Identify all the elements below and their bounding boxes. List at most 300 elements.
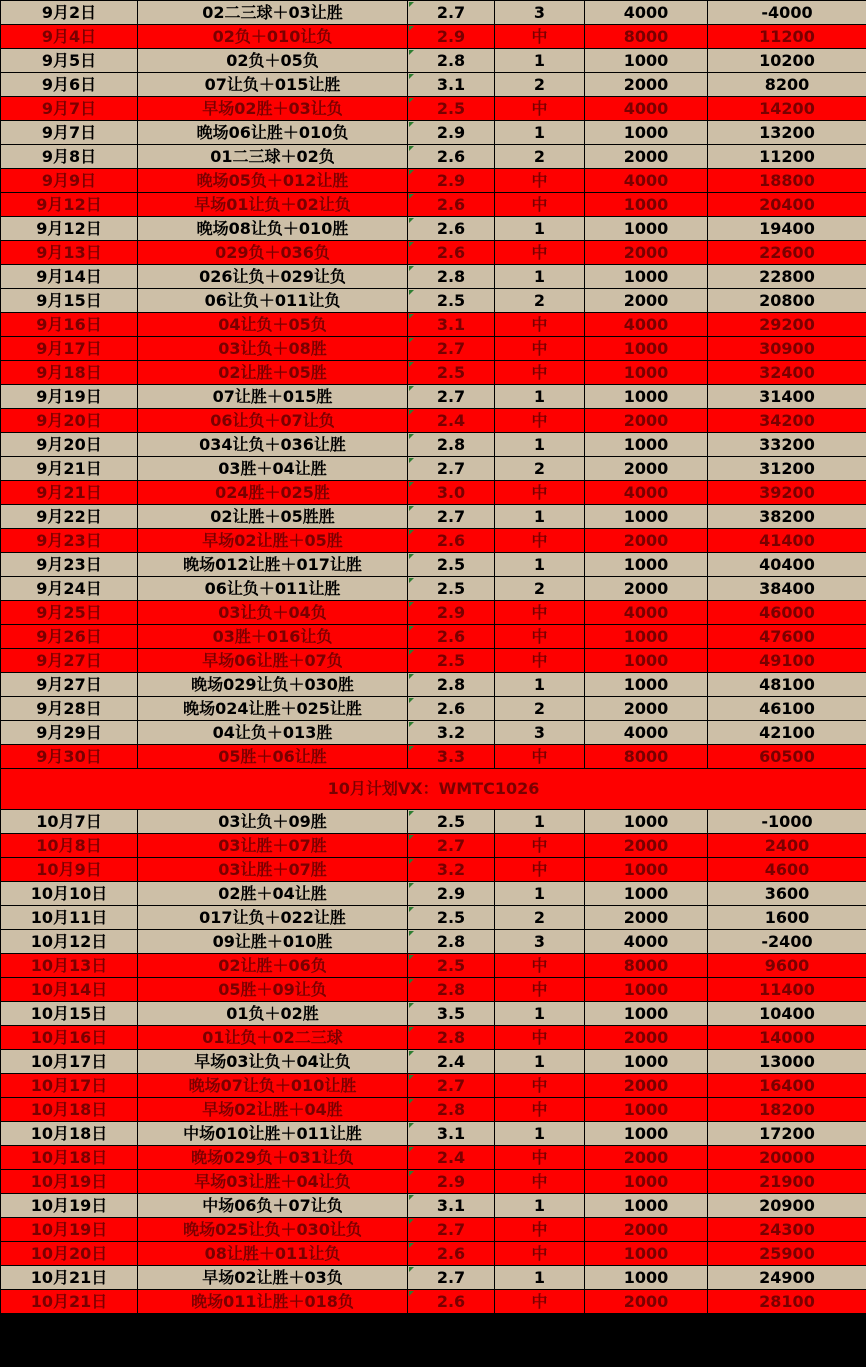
stake-cell: 1000 bbox=[585, 1098, 708, 1122]
stake-cell: 1000 bbox=[585, 49, 708, 73]
date-cell: 9月20日 bbox=[1, 433, 138, 457]
stake-cell: 2000 bbox=[585, 457, 708, 481]
pick-cell: 早场03让胜＋04让负 bbox=[138, 1170, 408, 1194]
balance-cell: 31400 bbox=[708, 385, 866, 409]
stake-cell: 2000 bbox=[585, 409, 708, 433]
balance-cell: 47600 bbox=[708, 625, 866, 649]
date-cell: 10月18日 bbox=[1, 1146, 138, 1170]
pick-cell: 03让负＋04负 bbox=[138, 601, 408, 625]
table-row bbox=[1, 97, 866, 121]
stake-cell: 2000 bbox=[585, 73, 708, 97]
odds-cell: 2.6 bbox=[408, 217, 495, 241]
balance-cell: 22600 bbox=[708, 241, 866, 265]
pick-cell: 晚场012让胜＋017让胜 bbox=[138, 553, 408, 577]
pick-cell: 晚场08让负＋010胜 bbox=[138, 217, 408, 241]
table-row bbox=[1, 169, 866, 193]
table-row bbox=[1, 433, 866, 457]
balance-cell: 34200 bbox=[708, 409, 866, 433]
date-cell: 9月21日 bbox=[1, 457, 138, 481]
odds-cell: 2.5 bbox=[408, 361, 495, 385]
table-row bbox=[1, 906, 866, 930]
section-header bbox=[1, 769, 866, 810]
balance-cell: 25900 bbox=[708, 1242, 866, 1266]
result-cell: 中 bbox=[495, 409, 585, 433]
pick-cell: 07让负＋015让胜 bbox=[138, 73, 408, 97]
pick-cell: 02让胜＋05胜 bbox=[138, 361, 408, 385]
result-cell: 中 bbox=[495, 337, 585, 361]
result-cell: 中 bbox=[495, 241, 585, 265]
pick-cell: 02胜＋04让胜 bbox=[138, 882, 408, 906]
balance-cell: -2400 bbox=[708, 930, 866, 954]
table-row bbox=[1, 1, 866, 25]
odds-cell: 2.5 bbox=[408, 810, 495, 834]
stake-cell: 2000 bbox=[585, 145, 708, 169]
balance-cell: 30900 bbox=[708, 337, 866, 361]
odds-cell: 2.4 bbox=[408, 1050, 495, 1074]
result-cell: 1 bbox=[495, 505, 585, 529]
result-cell: 中 bbox=[495, 978, 585, 1002]
table-row bbox=[1, 1146, 866, 1170]
date-cell: 9月6日 bbox=[1, 73, 138, 97]
result-cell: 中 bbox=[495, 1098, 585, 1122]
pick-cell: 05胜＋09让负 bbox=[138, 978, 408, 1002]
odds-cell: 2.4 bbox=[408, 409, 495, 433]
date-cell: 9月19日 bbox=[1, 385, 138, 409]
pick-cell: 026让负＋029让负 bbox=[138, 265, 408, 289]
result-cell: 中 bbox=[495, 1290, 585, 1314]
table-row bbox=[1, 1002, 866, 1026]
odds-cell: 2.6 bbox=[408, 193, 495, 217]
result-cell: 1 bbox=[495, 1266, 585, 1290]
balance-cell: 24300 bbox=[708, 1218, 866, 1242]
date-cell: 10月10日 bbox=[1, 882, 138, 906]
balance-cell: 11400 bbox=[708, 978, 866, 1002]
date-cell: 9月13日 bbox=[1, 241, 138, 265]
result-cell: 中 bbox=[495, 193, 585, 217]
date-cell: 9月9日 bbox=[1, 169, 138, 193]
table-row bbox=[1, 25, 866, 49]
date-cell: 9月25日 bbox=[1, 601, 138, 625]
balance-cell: 24900 bbox=[708, 1266, 866, 1290]
odds-cell: 2.9 bbox=[408, 169, 495, 193]
stake-cell: 8000 bbox=[585, 25, 708, 49]
result-cell: 2 bbox=[495, 697, 585, 721]
result-cell: 中 bbox=[495, 169, 585, 193]
table-row bbox=[1, 577, 866, 601]
odds-cell: 2.6 bbox=[408, 625, 495, 649]
odds-cell: 2.9 bbox=[408, 121, 495, 145]
balance-cell: 49100 bbox=[708, 649, 866, 673]
date-cell: 10月17日 bbox=[1, 1050, 138, 1074]
date-cell: 9月23日 bbox=[1, 553, 138, 577]
pick-cell: 晚场011让胜＋018负 bbox=[138, 1290, 408, 1314]
table-row bbox=[1, 978, 866, 1002]
balance-cell: 19400 bbox=[708, 217, 866, 241]
balance-cell: 20900 bbox=[708, 1194, 866, 1218]
odds-cell: 3.1 bbox=[408, 313, 495, 337]
balance-cell: 20400 bbox=[708, 193, 866, 217]
result-cell: 3 bbox=[495, 930, 585, 954]
table-row bbox=[1, 265, 866, 289]
pick-cell: 02让胜＋05胜胜 bbox=[138, 505, 408, 529]
result-cell: 中 bbox=[495, 1242, 585, 1266]
balance-cell: 16400 bbox=[708, 1074, 866, 1098]
table-row bbox=[1, 882, 866, 906]
pick-cell: 02负＋010让负 bbox=[138, 25, 408, 49]
stake-cell: 4000 bbox=[585, 601, 708, 625]
date-cell: 9月29日 bbox=[1, 721, 138, 745]
odds-cell: 2.9 bbox=[408, 882, 495, 906]
date-cell: 10月21日 bbox=[1, 1266, 138, 1290]
date-cell: 10月16日 bbox=[1, 1026, 138, 1050]
odds-cell: 2.5 bbox=[408, 553, 495, 577]
stake-cell: 2000 bbox=[585, 577, 708, 601]
table-row bbox=[1, 553, 866, 577]
date-cell: 9月18日 bbox=[1, 361, 138, 385]
date-cell: 10月20日 bbox=[1, 1242, 138, 1266]
odds-cell: 2.8 bbox=[408, 930, 495, 954]
table-row bbox=[1, 1290, 866, 1314]
stake-cell: 2000 bbox=[585, 529, 708, 553]
table-row bbox=[1, 1242, 866, 1266]
balance-cell: 9600 bbox=[708, 954, 866, 978]
table-row bbox=[1, 217, 866, 241]
table-row bbox=[1, 834, 866, 858]
result-cell: 1 bbox=[495, 673, 585, 697]
balance-cell: 60500 bbox=[708, 745, 866, 769]
result-cell: 2 bbox=[495, 145, 585, 169]
result-cell: 中 bbox=[495, 1170, 585, 1194]
date-cell: 9月15日 bbox=[1, 289, 138, 313]
result-cell: 1 bbox=[495, 265, 585, 289]
stake-cell: 1000 bbox=[585, 121, 708, 145]
stake-cell: 1000 bbox=[585, 337, 708, 361]
stake-cell: 2000 bbox=[585, 1074, 708, 1098]
table-row bbox=[1, 505, 866, 529]
table-row bbox=[1, 1170, 866, 1194]
stake-cell: 2000 bbox=[585, 1290, 708, 1314]
odds-cell: 2.8 bbox=[408, 49, 495, 73]
balance-cell: 48100 bbox=[708, 673, 866, 697]
pick-cell: 早场02让胜＋05胜 bbox=[138, 529, 408, 553]
odds-cell: 3.1 bbox=[408, 73, 495, 97]
odds-cell: 2.7 bbox=[408, 457, 495, 481]
balance-cell: 14000 bbox=[708, 1026, 866, 1050]
pick-cell: 06让负＋011让负 bbox=[138, 289, 408, 313]
date-cell: 10月11日 bbox=[1, 906, 138, 930]
stake-cell: 1000 bbox=[585, 625, 708, 649]
balance-cell: 39200 bbox=[708, 481, 866, 505]
balance-cell: -4000 bbox=[708, 1, 866, 25]
plan-header-row bbox=[1, 769, 866, 810]
result-cell: 中 bbox=[495, 601, 585, 625]
table-row bbox=[1, 313, 866, 337]
table-row bbox=[1, 930, 866, 954]
odds-cell: 3.3 bbox=[408, 745, 495, 769]
table-row bbox=[1, 529, 866, 553]
pick-cell: 06让负＋011让胜 bbox=[138, 577, 408, 601]
stake-cell: 4000 bbox=[585, 169, 708, 193]
pick-cell: 05胜＋06让胜 bbox=[138, 745, 408, 769]
stake-cell: 1000 bbox=[585, 361, 708, 385]
balance-cell: 17200 bbox=[708, 1122, 866, 1146]
stake-cell: 4000 bbox=[585, 481, 708, 505]
balance-cell: 13200 bbox=[708, 121, 866, 145]
pick-cell: 晚场024让胜＋025让胜 bbox=[138, 697, 408, 721]
stake-cell: 1000 bbox=[585, 433, 708, 457]
odds-cell: 2.8 bbox=[408, 433, 495, 457]
stake-cell: 2000 bbox=[585, 834, 708, 858]
odds-cell: 2.5 bbox=[408, 577, 495, 601]
result-cell: 中 bbox=[495, 649, 585, 673]
stake-cell: 1000 bbox=[585, 882, 708, 906]
pick-cell: 017让负＋022让胜 bbox=[138, 906, 408, 930]
balance-cell: 10200 bbox=[708, 49, 866, 73]
stake-cell: 2000 bbox=[585, 289, 708, 313]
odds-cell: 2.9 bbox=[408, 1170, 495, 1194]
stake-cell: 1000 bbox=[585, 858, 708, 882]
date-cell: 9月7日 bbox=[1, 121, 138, 145]
pick-cell: 03让负＋09胜 bbox=[138, 810, 408, 834]
odds-cell: 2.8 bbox=[408, 1026, 495, 1050]
table-row bbox=[1, 121, 866, 145]
plan-header: 10月计划VX：WMTC1026 bbox=[1, 769, 866, 810]
date-cell: 10月19日 bbox=[1, 1170, 138, 1194]
date-cell: 10月13日 bbox=[1, 954, 138, 978]
odds-cell: 2.7 bbox=[408, 505, 495, 529]
result-cell: 中 bbox=[495, 313, 585, 337]
table-row bbox=[1, 1266, 866, 1290]
date-cell: 10月14日 bbox=[1, 978, 138, 1002]
result-cell: 3 bbox=[495, 1, 585, 25]
balance-cell: -1000 bbox=[708, 810, 866, 834]
date-cell: 9月24日 bbox=[1, 577, 138, 601]
pick-cell: 03胜＋04让胜 bbox=[138, 457, 408, 481]
table-row bbox=[1, 954, 866, 978]
balance-cell: 13000 bbox=[708, 1050, 866, 1074]
table-row bbox=[1, 1098, 866, 1122]
table-row bbox=[1, 721, 866, 745]
table-row bbox=[1, 1074, 866, 1098]
date-cell: 9月26日 bbox=[1, 625, 138, 649]
table-row bbox=[1, 73, 866, 97]
odds-cell: 2.8 bbox=[408, 1098, 495, 1122]
stake-cell: 1000 bbox=[585, 1050, 708, 1074]
table-row bbox=[1, 1026, 866, 1050]
odds-cell: 2.7 bbox=[408, 1074, 495, 1098]
odds-cell: 2.6 bbox=[408, 529, 495, 553]
stake-cell: 2000 bbox=[585, 1218, 708, 1242]
odds-cell: 3.1 bbox=[408, 1122, 495, 1146]
balance-cell: 42100 bbox=[708, 721, 866, 745]
result-cell: 2 bbox=[495, 457, 585, 481]
stake-cell: 4000 bbox=[585, 313, 708, 337]
pick-cell: 早场06让胜＋07负 bbox=[138, 649, 408, 673]
stake-cell: 1000 bbox=[585, 978, 708, 1002]
date-cell: 9月12日 bbox=[1, 217, 138, 241]
odds-cell: 2.7 bbox=[408, 1266, 495, 1290]
stake-cell: 1000 bbox=[585, 385, 708, 409]
balance-cell: 18800 bbox=[708, 169, 866, 193]
pick-cell: 02让胜＋06负 bbox=[138, 954, 408, 978]
stake-cell: 8000 bbox=[585, 745, 708, 769]
odds-cell: 2.7 bbox=[408, 385, 495, 409]
stake-cell: 2000 bbox=[585, 1026, 708, 1050]
odds-cell: 2.8 bbox=[408, 673, 495, 697]
date-cell: 9月17日 bbox=[1, 337, 138, 361]
pick-cell: 晚场025让负＋030让负 bbox=[138, 1218, 408, 1242]
table-row bbox=[1, 1218, 866, 1242]
date-cell: 9月28日 bbox=[1, 697, 138, 721]
pick-cell: 早场02让胜＋04胜 bbox=[138, 1098, 408, 1122]
result-cell: 中 bbox=[495, 481, 585, 505]
result-cell: 中 bbox=[495, 25, 585, 49]
pick-cell: 早场01让负＋02让负 bbox=[138, 193, 408, 217]
balance-cell: 10400 bbox=[708, 1002, 866, 1026]
table-row bbox=[1, 858, 866, 882]
pick-cell: 03让胜＋07胜 bbox=[138, 858, 408, 882]
date-cell: 10月15日 bbox=[1, 1002, 138, 1026]
balance-cell: 38400 bbox=[708, 577, 866, 601]
result-cell: 1 bbox=[495, 810, 585, 834]
result-cell: 中 bbox=[495, 1026, 585, 1050]
pick-cell: 06让负＋07让负 bbox=[138, 409, 408, 433]
result-cell: 中 bbox=[495, 361, 585, 385]
balance-cell: 3600 bbox=[708, 882, 866, 906]
odds-cell: 3.5 bbox=[408, 1002, 495, 1026]
stake-cell: 2000 bbox=[585, 241, 708, 265]
odds-cell: 2.6 bbox=[408, 145, 495, 169]
stake-cell: 1000 bbox=[585, 1266, 708, 1290]
date-cell: 9月21日 bbox=[1, 481, 138, 505]
pick-cell: 02负＋05负 bbox=[138, 49, 408, 73]
pick-cell: 03让负＋08胜 bbox=[138, 337, 408, 361]
stake-cell: 8000 bbox=[585, 954, 708, 978]
table-row bbox=[1, 810, 866, 834]
result-cell: 1 bbox=[495, 121, 585, 145]
result-cell: 2 bbox=[495, 73, 585, 97]
pick-cell: 02二三球＋03让胜 bbox=[138, 1, 408, 25]
stake-cell: 4000 bbox=[585, 1, 708, 25]
balance-cell: 2400 bbox=[708, 834, 866, 858]
stake-cell: 4000 bbox=[585, 721, 708, 745]
date-cell: 10月19日 bbox=[1, 1194, 138, 1218]
result-cell: 中 bbox=[495, 1074, 585, 1098]
pick-cell: 04让负＋013胜 bbox=[138, 721, 408, 745]
result-cell: 3 bbox=[495, 721, 585, 745]
stake-cell: 1000 bbox=[585, 810, 708, 834]
result-cell: 中 bbox=[495, 1218, 585, 1242]
pick-cell: 04让负＋05负 bbox=[138, 313, 408, 337]
balance-cell: 38200 bbox=[708, 505, 866, 529]
table-row bbox=[1, 697, 866, 721]
table-row bbox=[1, 409, 866, 433]
date-cell: 10月17日 bbox=[1, 1074, 138, 1098]
odds-cell: 2.5 bbox=[408, 954, 495, 978]
result-cell: 1 bbox=[495, 1122, 585, 1146]
odds-cell: 2.7 bbox=[408, 834, 495, 858]
table-row bbox=[1, 1122, 866, 1146]
date-cell: 9月14日 bbox=[1, 265, 138, 289]
table-row bbox=[1, 1050, 866, 1074]
stake-cell: 1000 bbox=[585, 649, 708, 673]
date-cell: 9月23日 bbox=[1, 529, 138, 553]
date-cell: 9月20日 bbox=[1, 409, 138, 433]
odds-cell: 3.1 bbox=[408, 1194, 495, 1218]
date-cell: 10月9日 bbox=[1, 858, 138, 882]
date-cell: 9月4日 bbox=[1, 25, 138, 49]
table-row bbox=[1, 49, 866, 73]
pick-cell: 晚场05负＋012让胜 bbox=[138, 169, 408, 193]
pick-cell: 01让负＋02二三球 bbox=[138, 1026, 408, 1050]
pick-cell: 08让胜＋011让负 bbox=[138, 1242, 408, 1266]
stake-cell: 4000 bbox=[585, 97, 708, 121]
result-cell: 1 bbox=[495, 1002, 585, 1026]
table-row bbox=[1, 289, 866, 313]
section-october bbox=[1, 810, 866, 1314]
result-cell: 1 bbox=[495, 385, 585, 409]
pick-cell: 01负＋02胜 bbox=[138, 1002, 408, 1026]
pick-cell: 07让胜＋015胜 bbox=[138, 385, 408, 409]
pick-cell: 晚场029负＋031让负 bbox=[138, 1146, 408, 1170]
stake-cell: 1000 bbox=[585, 1122, 708, 1146]
result-cell: 1 bbox=[495, 1194, 585, 1218]
table-row bbox=[1, 337, 866, 361]
pick-cell: 晚场029让负＋030胜 bbox=[138, 673, 408, 697]
table-row bbox=[1, 481, 866, 505]
date-cell: 10月18日 bbox=[1, 1122, 138, 1146]
table-row bbox=[1, 457, 866, 481]
result-cell: 中 bbox=[495, 1146, 585, 1170]
date-cell: 9月5日 bbox=[1, 49, 138, 73]
stake-cell: 1000 bbox=[585, 505, 708, 529]
date-cell: 10月8日 bbox=[1, 834, 138, 858]
date-cell: 9月16日 bbox=[1, 313, 138, 337]
stake-cell: 2000 bbox=[585, 1146, 708, 1170]
balance-cell: 4600 bbox=[708, 858, 866, 882]
odds-cell: 2.6 bbox=[408, 697, 495, 721]
balance-cell: 11200 bbox=[708, 145, 866, 169]
date-cell: 9月2日 bbox=[1, 1, 138, 25]
stake-cell: 1000 bbox=[585, 1002, 708, 1026]
table-row bbox=[1, 241, 866, 265]
odds-cell: 2.9 bbox=[408, 601, 495, 625]
pick-cell: 早场03让负＋04让负 bbox=[138, 1050, 408, 1074]
date-cell: 9月12日 bbox=[1, 193, 138, 217]
date-cell: 9月27日 bbox=[1, 673, 138, 697]
result-cell: 1 bbox=[495, 553, 585, 577]
date-cell: 10月18日 bbox=[1, 1098, 138, 1122]
balance-cell: 33200 bbox=[708, 433, 866, 457]
odds-cell: 2.6 bbox=[408, 1290, 495, 1314]
balance-cell: 18200 bbox=[708, 1098, 866, 1122]
result-cell: 1 bbox=[495, 433, 585, 457]
table-row bbox=[1, 1194, 866, 1218]
result-cell: 1 bbox=[495, 1050, 585, 1074]
date-cell: 10月21日 bbox=[1, 1290, 138, 1314]
date-cell: 9月30日 bbox=[1, 745, 138, 769]
date-cell: 9月22日 bbox=[1, 505, 138, 529]
table-row bbox=[1, 745, 866, 769]
pick-cell: 029负＋036负 bbox=[138, 241, 408, 265]
balance-cell: 46000 bbox=[708, 601, 866, 625]
result-cell: 中 bbox=[495, 625, 585, 649]
result-cell: 中 bbox=[495, 954, 585, 978]
balance-cell: 46100 bbox=[708, 697, 866, 721]
result-cell: 1 bbox=[495, 882, 585, 906]
table-row bbox=[1, 649, 866, 673]
table-row bbox=[1, 193, 866, 217]
